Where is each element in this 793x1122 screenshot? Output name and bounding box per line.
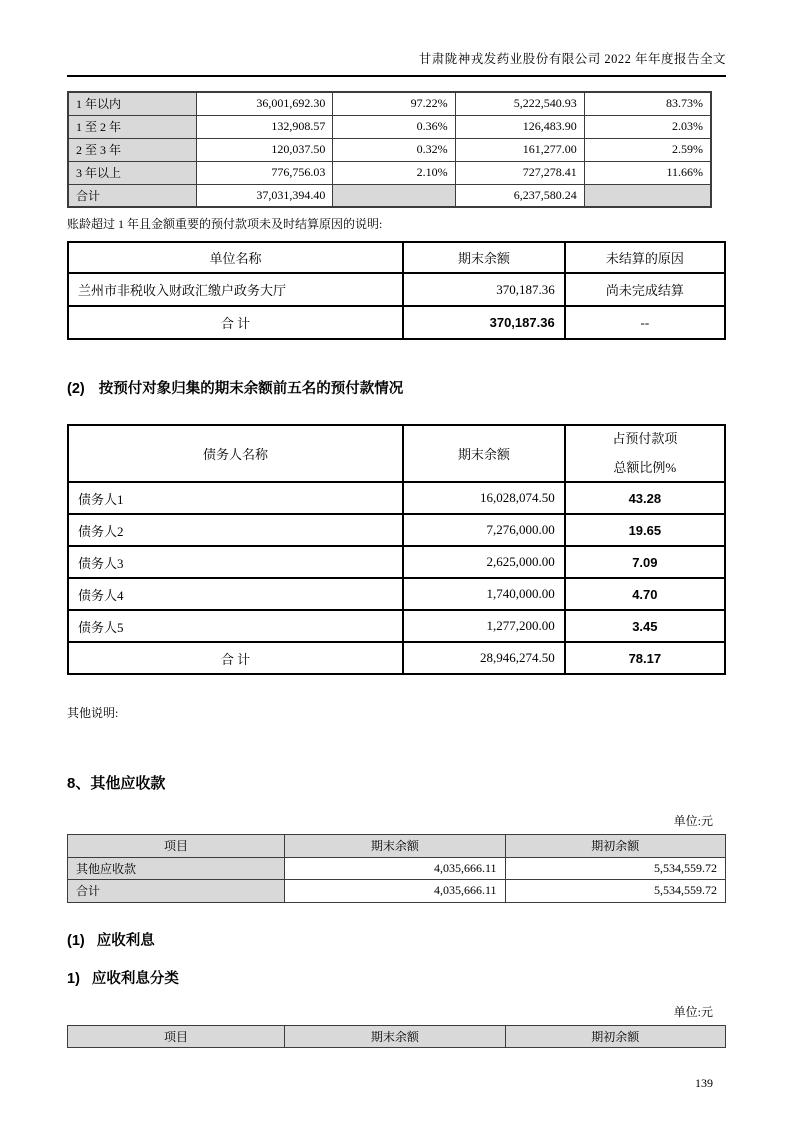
aging-begin-amount: 5,222,540.93 [455, 92, 584, 115]
report-header-title: 甘肃陇神戎发药业股份有限公司 2022 年年度报告全文 [418, 52, 726, 66]
column-header-line1: 占预付款项 [612, 431, 678, 447]
subsection-heading-interest-class [67, 967, 726, 988]
empty-cell [333, 184, 455, 207]
table-row [68, 482, 725, 514]
unit-name: 兰州市非税收入财政汇缴户政务大厅 [68, 273, 403, 306]
total-end-balance: 28,946,274.50 [403, 642, 565, 674]
unit-label: 单位:元 [673, 1004, 713, 1019]
table-row [68, 273, 725, 306]
total-reason: -- [565, 306, 725, 339]
table-header-row [68, 1025, 726, 1048]
begin-balance: 5,534,559.72 [505, 857, 725, 880]
column-header [565, 425, 725, 482]
pct-of-total: 43.28 [565, 482, 725, 514]
aging-label: 1 年以内 [68, 92, 197, 115]
section-heading-other-receivables: 8、其他应收款 [67, 775, 166, 792]
table-total-row [68, 880, 726, 903]
item-label: 其他应收款 [68, 857, 285, 880]
table-row [68, 514, 725, 546]
table-row [68, 115, 711, 138]
table-row [68, 610, 725, 642]
unsettled-reason: 尚未完成结算 [565, 273, 725, 306]
unsettled-note: 账龄超过 1 年且金额重要的预付款项未及时结算原因的说明: [67, 217, 383, 231]
table-total-row [68, 184, 711, 207]
table-total-row [68, 642, 725, 674]
table-row [68, 546, 725, 578]
heading-text: 按预付对象归集的期末余额前五名的预付款情况 [98, 381, 404, 397]
end-balance: 4,035,666.11 [285, 857, 505, 880]
heading-text: 应收利息分类 [91, 970, 179, 987]
aging-total-end-amount: 37,031,394.40 [197, 184, 333, 207]
aging-end-amount: 776,756.03 [197, 161, 333, 184]
end-balance: 2,625,000.00 [403, 546, 565, 578]
aging-total-label: 合计 [68, 184, 197, 207]
pct-of-total: 3.45 [565, 610, 725, 642]
aging-table [67, 91, 712, 208]
aging-end-pct: 0.32% [333, 138, 455, 161]
table-row [68, 578, 725, 610]
end-balance: 1,277,200.00 [403, 610, 565, 642]
column-header: 期末余额 [403, 425, 565, 482]
unsettled-table [67, 241, 726, 340]
column-header-line2: 总额比例% [613, 459, 677, 475]
heading-text: 应收利息 [96, 932, 155, 949]
table-row [68, 161, 711, 184]
column-header: 期末余额 [403, 242, 565, 273]
aging-begin-pct: 2.03% [584, 115, 711, 138]
aging-end-amount: 120,037.50 [197, 138, 333, 161]
prepay-top5-table [67, 424, 726, 675]
debtor-name: 债务人2 [68, 514, 403, 546]
end-balance: 370,187.36 [403, 273, 565, 306]
column-header: 期初余额 [505, 835, 725, 858]
debtor-name: 债务人3 [68, 546, 403, 578]
heading-number: 1) [67, 970, 80, 987]
heading-number: (1) [67, 932, 85, 949]
total-begin-balance: 5,534,559.72 [505, 880, 725, 903]
column-header: 未结算的原因 [565, 242, 725, 273]
column-header: 项目 [68, 835, 285, 858]
aging-begin-amount: 727,278.41 [455, 161, 584, 184]
other-note: 其他说明: [67, 706, 119, 720]
table-header-row [68, 242, 725, 273]
table-header-row [68, 425, 725, 482]
section-heading-prepay-top5 [67, 377, 726, 398]
aging-begin-pct: 11.66% [584, 161, 711, 184]
column-header: 单位名称 [68, 242, 403, 273]
column-header: 债务人名称 [68, 425, 403, 482]
column-header: 项目 [68, 1025, 285, 1048]
other-receivables-table [67, 834, 726, 903]
aging-begin-amount: 161,277.00 [455, 138, 584, 161]
column-header: 期初余额 [505, 1025, 725, 1048]
total-end-balance: 4,035,666.11 [285, 880, 505, 903]
pct-of-total: 19.65 [565, 514, 725, 546]
pct-of-total: 7.09 [565, 546, 725, 578]
aging-end-pct: 97.22% [333, 92, 455, 115]
aging-end-pct: 0.36% [333, 115, 455, 138]
interest-class-table [67, 1025, 726, 1049]
section-heading-interest [67, 929, 726, 950]
column-header: 期末余额 [285, 835, 505, 858]
debtor-name: 债务人1 [68, 482, 403, 514]
debtor-name: 债务人5 [68, 610, 403, 642]
end-balance: 16,028,074.50 [403, 482, 565, 514]
table-total-row [68, 306, 725, 339]
aging-end-amount: 132,908.57 [197, 115, 333, 138]
header-rule [67, 75, 726, 77]
unit-label: 单位:元 [673, 814, 713, 828]
aging-end-amount: 36,001,692.30 [197, 92, 333, 115]
table-row [68, 857, 726, 880]
end-balance: 1,740,000.00 [403, 578, 565, 610]
debtor-name: 债务人4 [68, 578, 403, 610]
aging-total-begin-amount: 6,237,580.24 [455, 184, 584, 207]
total-pct: 78.17 [565, 642, 725, 674]
total-label: 合计 [68, 880, 285, 903]
aging-begin-pct: 2.59% [584, 138, 711, 161]
end-balance: 7,276,000.00 [403, 514, 565, 546]
aging-begin-pct: 83.73% [584, 92, 711, 115]
aging-label: 2 至 3 年 [68, 138, 197, 161]
table-header-row [68, 835, 726, 858]
aging-end-pct: 2.10% [333, 161, 455, 184]
total-label: 合 计 [68, 642, 403, 674]
total-label: 合 计 [68, 306, 403, 339]
aging-begin-amount: 126,483.90 [455, 115, 584, 138]
aging-label: 1 至 2 年 [68, 115, 197, 138]
table-row [68, 138, 711, 161]
heading-number: (2) [67, 381, 85, 397]
empty-cell [584, 184, 711, 207]
pct-of-total: 4.70 [565, 578, 725, 610]
table-row [68, 92, 711, 115]
total-end-balance: 370,187.36 [403, 306, 565, 339]
page-number: 139 [695, 1076, 713, 1090]
column-header: 期末余额 [285, 1025, 505, 1048]
aging-label: 3 年以上 [68, 161, 197, 184]
